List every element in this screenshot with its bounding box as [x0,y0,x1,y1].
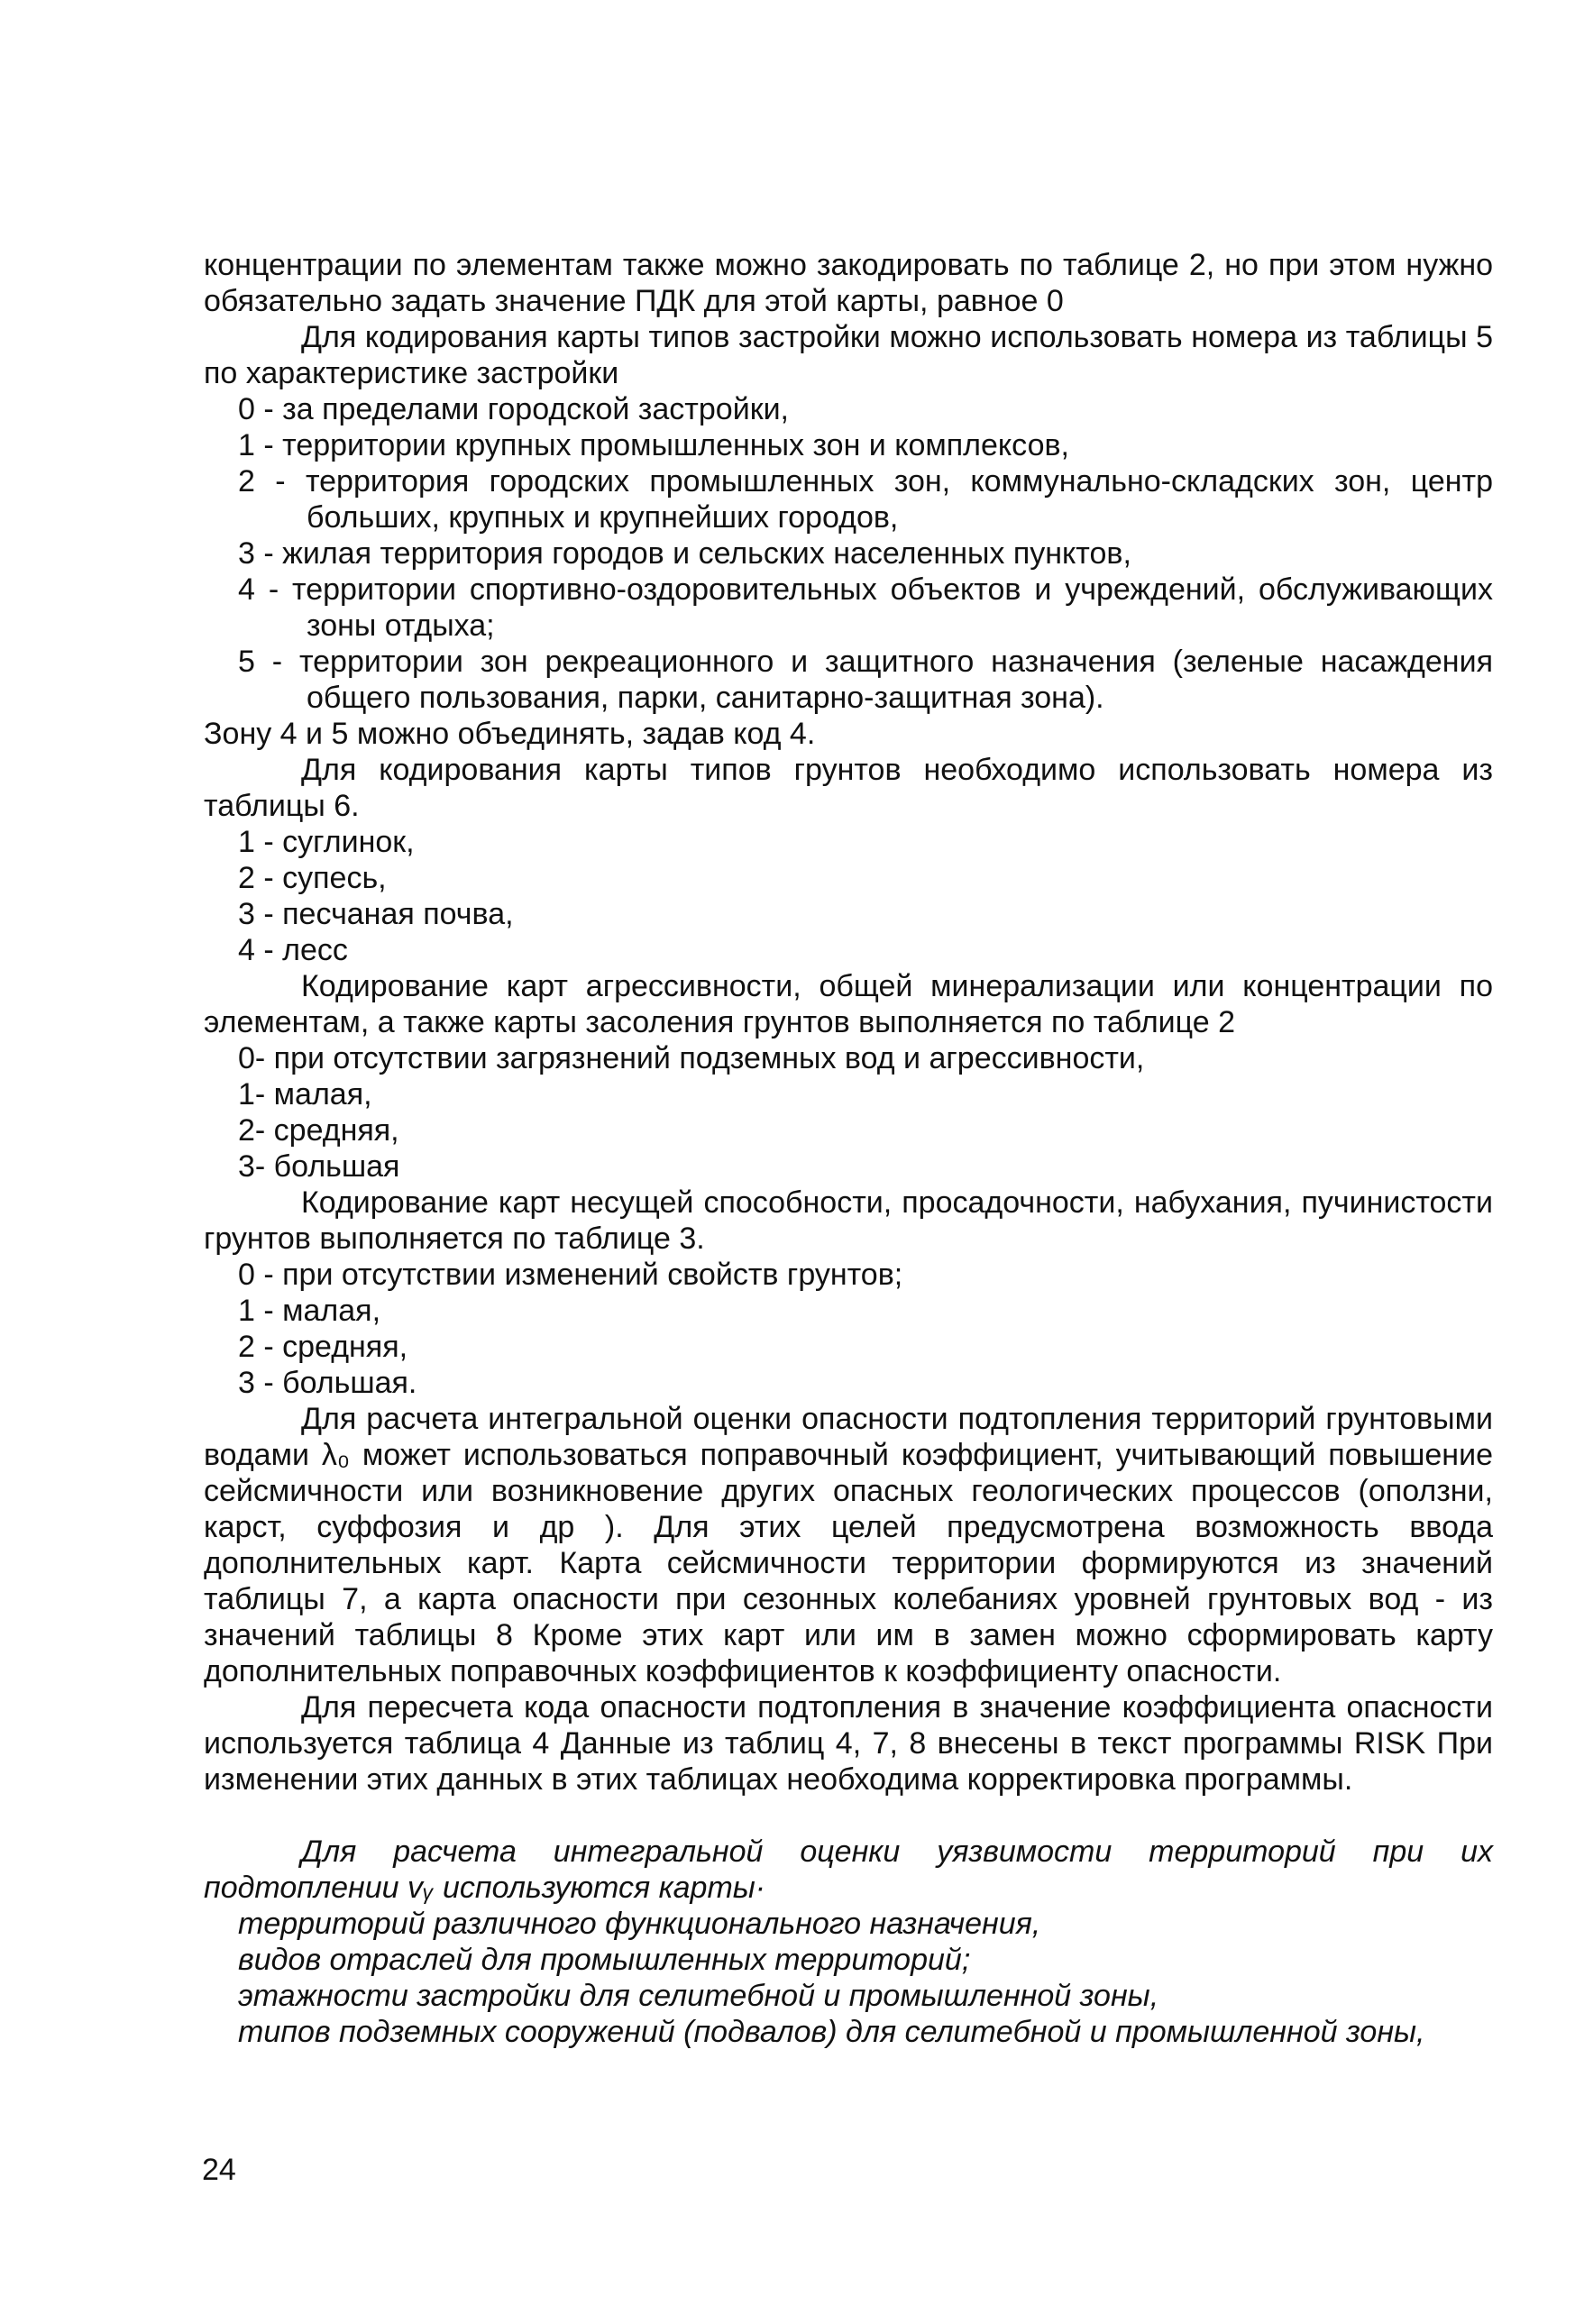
list-item: 2 - территория городских промышленных зон, коммунально-складских зон, центр больших, крупных и крупнейших городов, [238,464,1493,535]
list-item: 0 - при отсутствии изменений свойств грунтов; [238,1258,903,1292]
italic-list-item: территорий различного функционального назначения, [238,1907,1041,1941]
paragraph: Для расчета интегральной оценки опасности подтопления территорий грунтовыми водами λ₀ может использоваться поправочный коэффициент, учитывающий повышение сейсмичности или возникновение других опасных геологических процессов (оползни, карст, суффозия и др ). Для этих целей предусмотрена возможность ввода дополнительных карт. Карта сейсмичности территории формируются из значений таблицы 7, а карта опасности при сезонных колебаниях уровней грунтовых вод - из значений таблицы 8 Кроме этих карт или им в замен можно сформировать карту дополнительных поправочных коэффициентов к коэффициенту опасности. [204,1402,1493,1688]
list-item: 3- большая [238,1149,400,1184]
list-item: 1 - малая, [238,1294,381,1328]
list-item: 2- средняя, [238,1113,399,1148]
list-item: 0 - за пределами городской застройки, [238,392,790,426]
page-body [204,247,1493,2050]
paragraph: Для кодирования карты типов грунтов необходимо использовать номера из таблицы 6. [204,753,1493,823]
italic-list-item: этажности застройки для селитебной и промышленной зоны, [238,1979,1159,2013]
list-item: 5 - территории зон рекреационного и защитного назначения (зеленые насаждения общего пользования, парки, санитарно-защитная зона). [238,645,1493,715]
list-item: 1 - территории крупных промышленных зон и комплексов, [238,428,1069,462]
list-item: 2 - средняя, [238,1330,408,1364]
paragraph: Кодирование карт несущей способности, просадочности, набухания, пучинистости грунтов выполняется по таблице 3. [204,1185,1493,1256]
list-item: 3 - жилая территория городов и сельских населенных пунктов, [238,536,1131,571]
paragraph: Для кодирования карты типов застройки можно использовать номера из таблицы 5 по характеристике застройки [204,320,1493,390]
list-item: 4 - территории спортивно-оздоровительных объектов и учреждений, обслуживающих зоны отдыха; [238,572,1493,643]
spacer [204,1798,1493,1834]
list-item: 0- при отсутствии загрязнений подземных вод и агрессивности, [238,1041,1145,1075]
paragraph: Зону 4 и 5 можно объединять, задав код 4. [204,717,816,751]
paragraph: концентрации по элементам также можно закодировать по таблице 2, но при этом нужно обязательно задать значение ПДК для этой карты, равное 0 [204,248,1493,318]
list-item: 1- малая, [238,1077,372,1112]
paragraph: Для пересчета кода опасности подтопления в значение коэффициента опасности используется таблица 4 Данные из таблиц 4, 7, 8 внесены в текст программы RISK При изменении этих данных в этих таблицах необходима корректировка программы. [204,1690,1493,1797]
list-item: 3 - песчаная почва, [238,897,514,931]
list-item: 2 - супесь, [238,861,387,895]
italic-paragraph: Для расчета интегральной оценки уязвимости территорий при их подтоплении vᵧ используются карты· [204,1834,1493,1905]
list-item: 1 - суглинок, [238,825,415,859]
paragraph: Кодирование карт агрессивности, общей минерализации или концентрации по элементам, а также карты засоления грунтов выполняется по таблице 2 [204,969,1493,1039]
italic-list-item: типов подземных сооружений (подвалов) для селитебной и промышленной зоны, [238,2015,1425,2049]
page-number: 24 [202,2153,236,2187]
list-item: 3 - большая. [238,1366,417,1400]
italic-list-item: видов отраслей для промышленных территорий; [238,1943,971,1977]
list-item: 4 - лесс [238,933,348,967]
